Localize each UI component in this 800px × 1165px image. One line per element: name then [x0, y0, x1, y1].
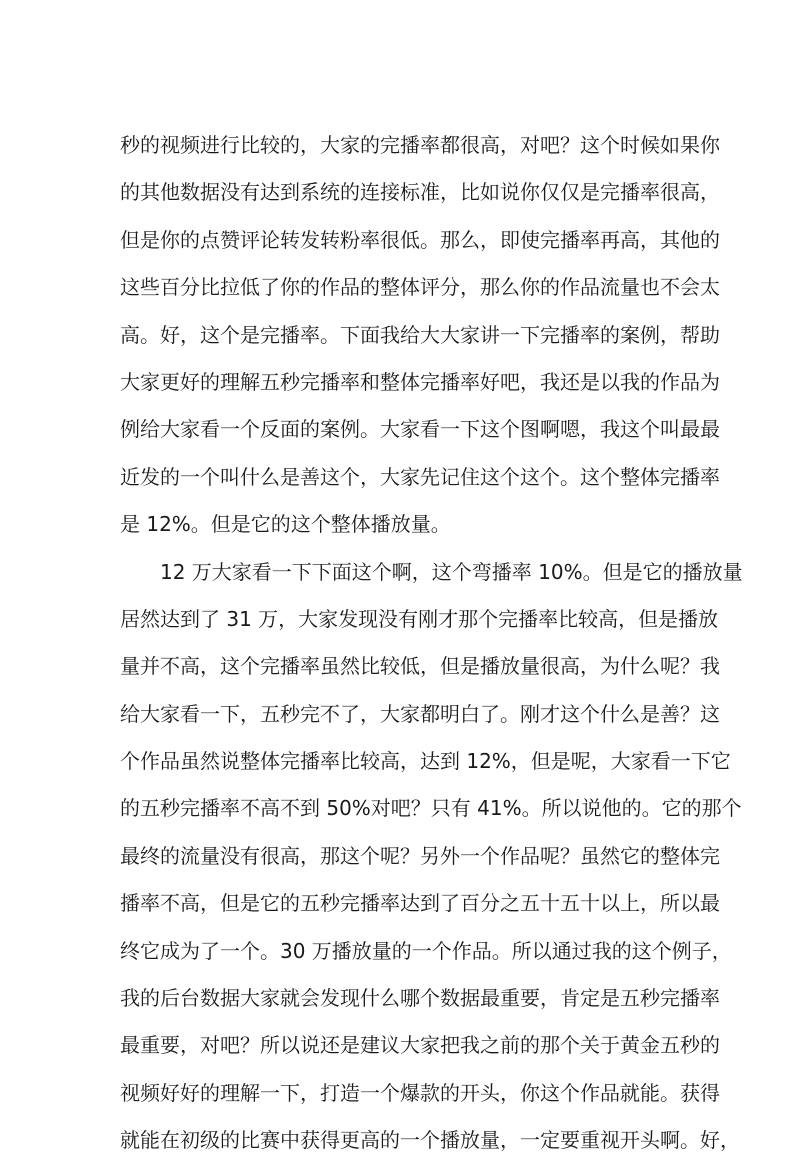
text-line: 高。好，这个是完播率。下面我给大大家讲一下完播率的案例，帮助 [120, 322, 720, 347]
paragraph-1 [120, 122, 720, 549]
text-line: 我的后台数据大家就会发现什么哪个数据最重要，肯定是五秒完播率 [120, 986, 720, 1011]
text-line: 的其他数据没有达到系统的连接标准，比如说你仅仅是完播率很高， [120, 180, 720, 205]
text-line: 终它成为了一个。30 万播放量的一个作品。所以通过我的这个例子， [120, 938, 732, 963]
text-line: 秒的视频进行比较的，大家的完播率都很高，对吧？这个时候如果你 [120, 133, 720, 157]
text-line: 大家更好的理解五秒完播率和整体完播率好吧，我还是以我的作品为 [120, 369, 720, 394]
document-page [120, 122, 743, 1165]
text-line: 就能在初级的比赛中获得更高的一个播放量，一定要重视开头啊。好， [120, 1128, 740, 1153]
text-line: 最终的流量没有很高，那这个呢？另外一个作品呢？虽然它的整体完 [120, 843, 720, 868]
text-line: 量并不高，这个完播率虽然比较低，但是播放量很高，为什么呢？我 [120, 654, 720, 679]
text-line: 是 12%。但是它的这个整体播放量。 [120, 512, 451, 537]
text-line: 这些百分比拉低了你的作品的整体评分，那么你的作品流量也不会太 [120, 275, 720, 300]
text-line: 播率不高，但是它的五秒完播率达到了百分之五十五十以上，所以最 [120, 891, 720, 916]
text-line: 给大家看一下，五秒完不了，大家都明白了。刚才这个什么是善？这 [120, 701, 720, 726]
text-line: 的五秒完播率不高不到 50%对吧？只有 41%。所以说他的。它的那个 [120, 796, 742, 821]
text-line: 例给大家看一个反面的案例。大家看一下这个图啊嗯，我这个叫最最 [120, 417, 720, 442]
text-line: 居然达到了 31 万，大家发现没有刚才那个完播率比较高，但是播放 [120, 606, 719, 631]
text-line: 近发的一个叫什么是善这个，大家先记住这个这个。这个整体完播率 [120, 464, 720, 489]
text-line: 最重要，对吧？所以说还是建议大家把我之前的那个关于黄金五秒的 [120, 1033, 720, 1058]
paragraph-2 [120, 549, 743, 1165]
text-line: 视频好好的理解一下，打造一个爆款的开头，你这个作品就能。获得 [120, 1080, 720, 1105]
text-line: 个作品虽然说整体完播率比较高，达到 12%，但是呢，大家看一下它 [120, 749, 731, 774]
text-line: 但是你的点赞评论转发转粉率很低。那么，即使完播率再高，其他的 [120, 227, 720, 252]
text-line: 12 万大家看一下下面这个啊，这个弯播率 10%。但是它的播放量 [160, 559, 743, 584]
